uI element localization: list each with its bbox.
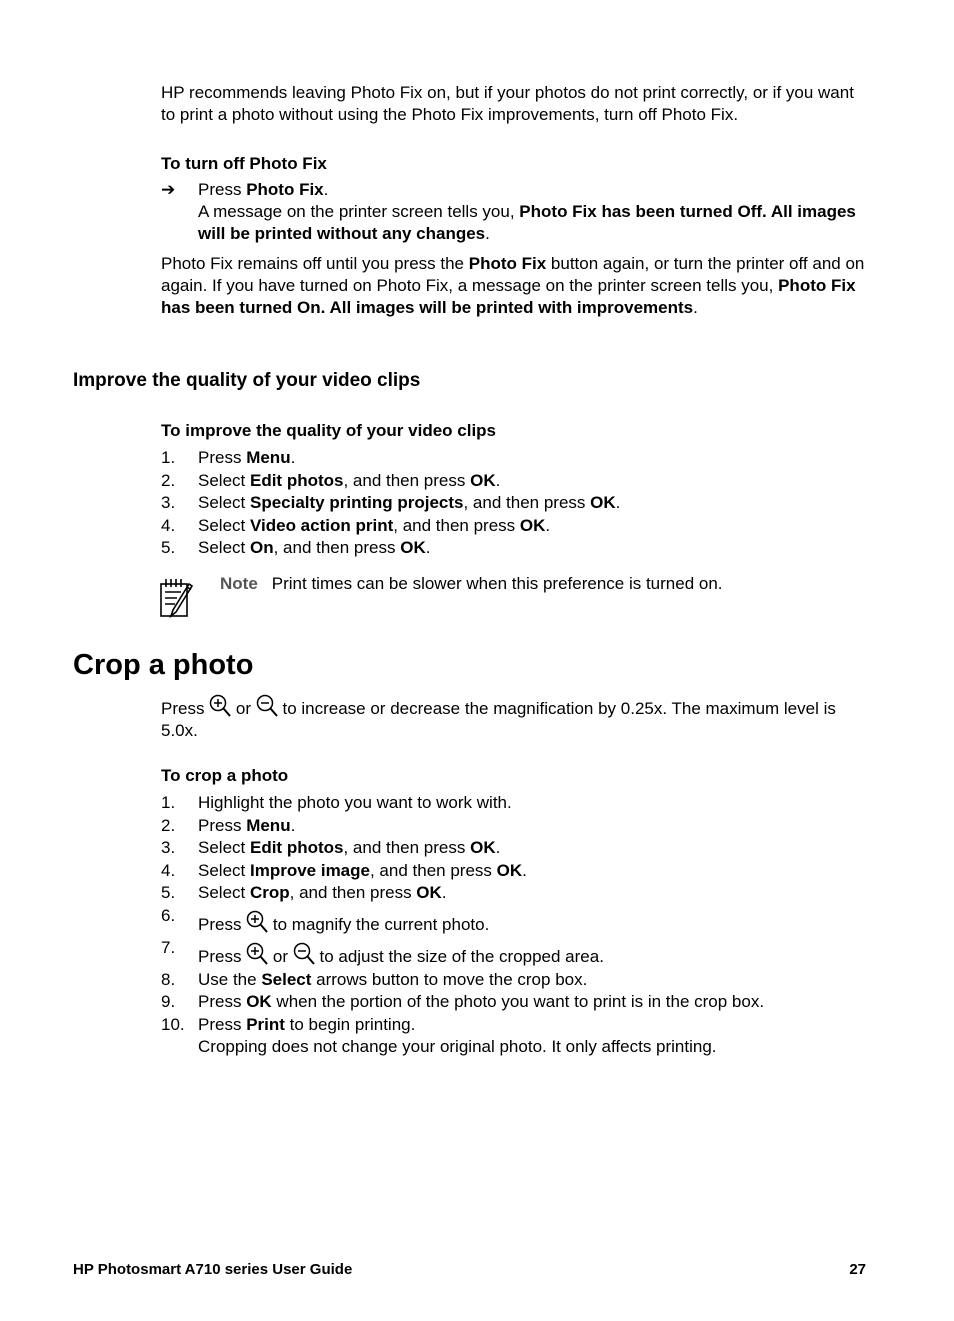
note-icon — [159, 576, 203, 618]
list-item: 9. Press OK when the portion of the photo you want to print is in the crop box. — [161, 992, 765, 1011]
list-item: 1. Highlight the photo you want to work with. — [161, 793, 512, 812]
footer-guide-title: HP Photosmart A710 series User Guide — [73, 1261, 353, 1278]
video-steps-heading: To improve the quality of your video clips — [161, 421, 497, 440]
turn-off-step — [161, 179, 871, 245]
list-item: 5. Select On, and then press OK. — [161, 538, 431, 557]
crop-intro: Press or to increase or decrease the magnification by 0.25x. The maximum level is 5.0x. — [161, 694, 871, 742]
page-number: 27 — [849, 1261, 866, 1278]
turn-off-heading: To turn off Photo Fix — [161, 154, 327, 173]
list-item: 1. Press Menu. — [161, 448, 296, 467]
list-item: 4. Select Improve image, and then press OK. — [161, 860, 527, 880]
list-item: 6. Press to magnify the current photo. — [161, 905, 490, 934]
zoom-out-icon — [293, 942, 315, 966]
list-item: 3. Select Edit photos, and then press OK. — [161, 838, 501, 857]
list-item: 7. Press or to adjust the size of the cropped area. — [161, 937, 604, 966]
turn-off-press-line: Press Photo Fix. — [198, 180, 329, 199]
turn-off-message: A message on the printer screen tells you, Photo Fix has been turned Off. All images will be printed without any changes. — [198, 202, 856, 243]
list-item: 2. Press Menu. — [161, 815, 296, 835]
crop-note: Cropping does not change your original photo. It only affects printing. — [198, 1036, 717, 1056]
zoom-out-icon — [256, 694, 278, 718]
video-section-title: Improve the quality of your video clips — [73, 370, 421, 391]
zoom-in-icon — [209, 694, 231, 718]
list-item: 10. Press Print to begin printing. Cropping does not change your original photo. It only affects printing. — [161, 1014, 871, 1058]
list-item: 2. Select Edit photos, and then press OK. — [161, 470, 501, 490]
note-text: Note Print times can be slower when this preference is turned on. — [220, 574, 723, 593]
note-label: Note — [220, 574, 258, 593]
intro-paragraph: HP recommends leaving Photo Fix on, but if your photos do not print correctly, or if you want to print a photo without using the Photo Fix improvements, turn off Photo Fix. — [161, 83, 854, 124]
crop-steps-heading: To crop a photo — [161, 766, 289, 785]
video-steps-list — [161, 447, 871, 560]
crop-title: Crop a photo — [73, 649, 254, 681]
zoom-in-icon — [246, 942, 268, 966]
list-item: 8. Use the Select arrows button to move the crop box. — [161, 969, 588, 989]
crop-steps-list — [161, 792, 871, 1058]
list-item: 5. Select Crop, and then press OK. — [161, 883, 447, 902]
photo-fix-remains-paragraph: Photo Fix remains off until you press the Photo Fix button again, or turn the printer off and on again. If you have turned on Photo Fix, a message on the printer screen tells you, Photo Fix has been turned On. All images will be printed with improvements. — [161, 254, 865, 317]
zoom-in-icon — [246, 910, 268, 934]
arrow-icon: ➔ — [161, 180, 176, 199]
list-item: 3. Select Specialty printing projects, and then press OK. — [161, 493, 621, 512]
list-item: 4. Select Video action print, and then press OK. — [161, 515, 551, 535]
